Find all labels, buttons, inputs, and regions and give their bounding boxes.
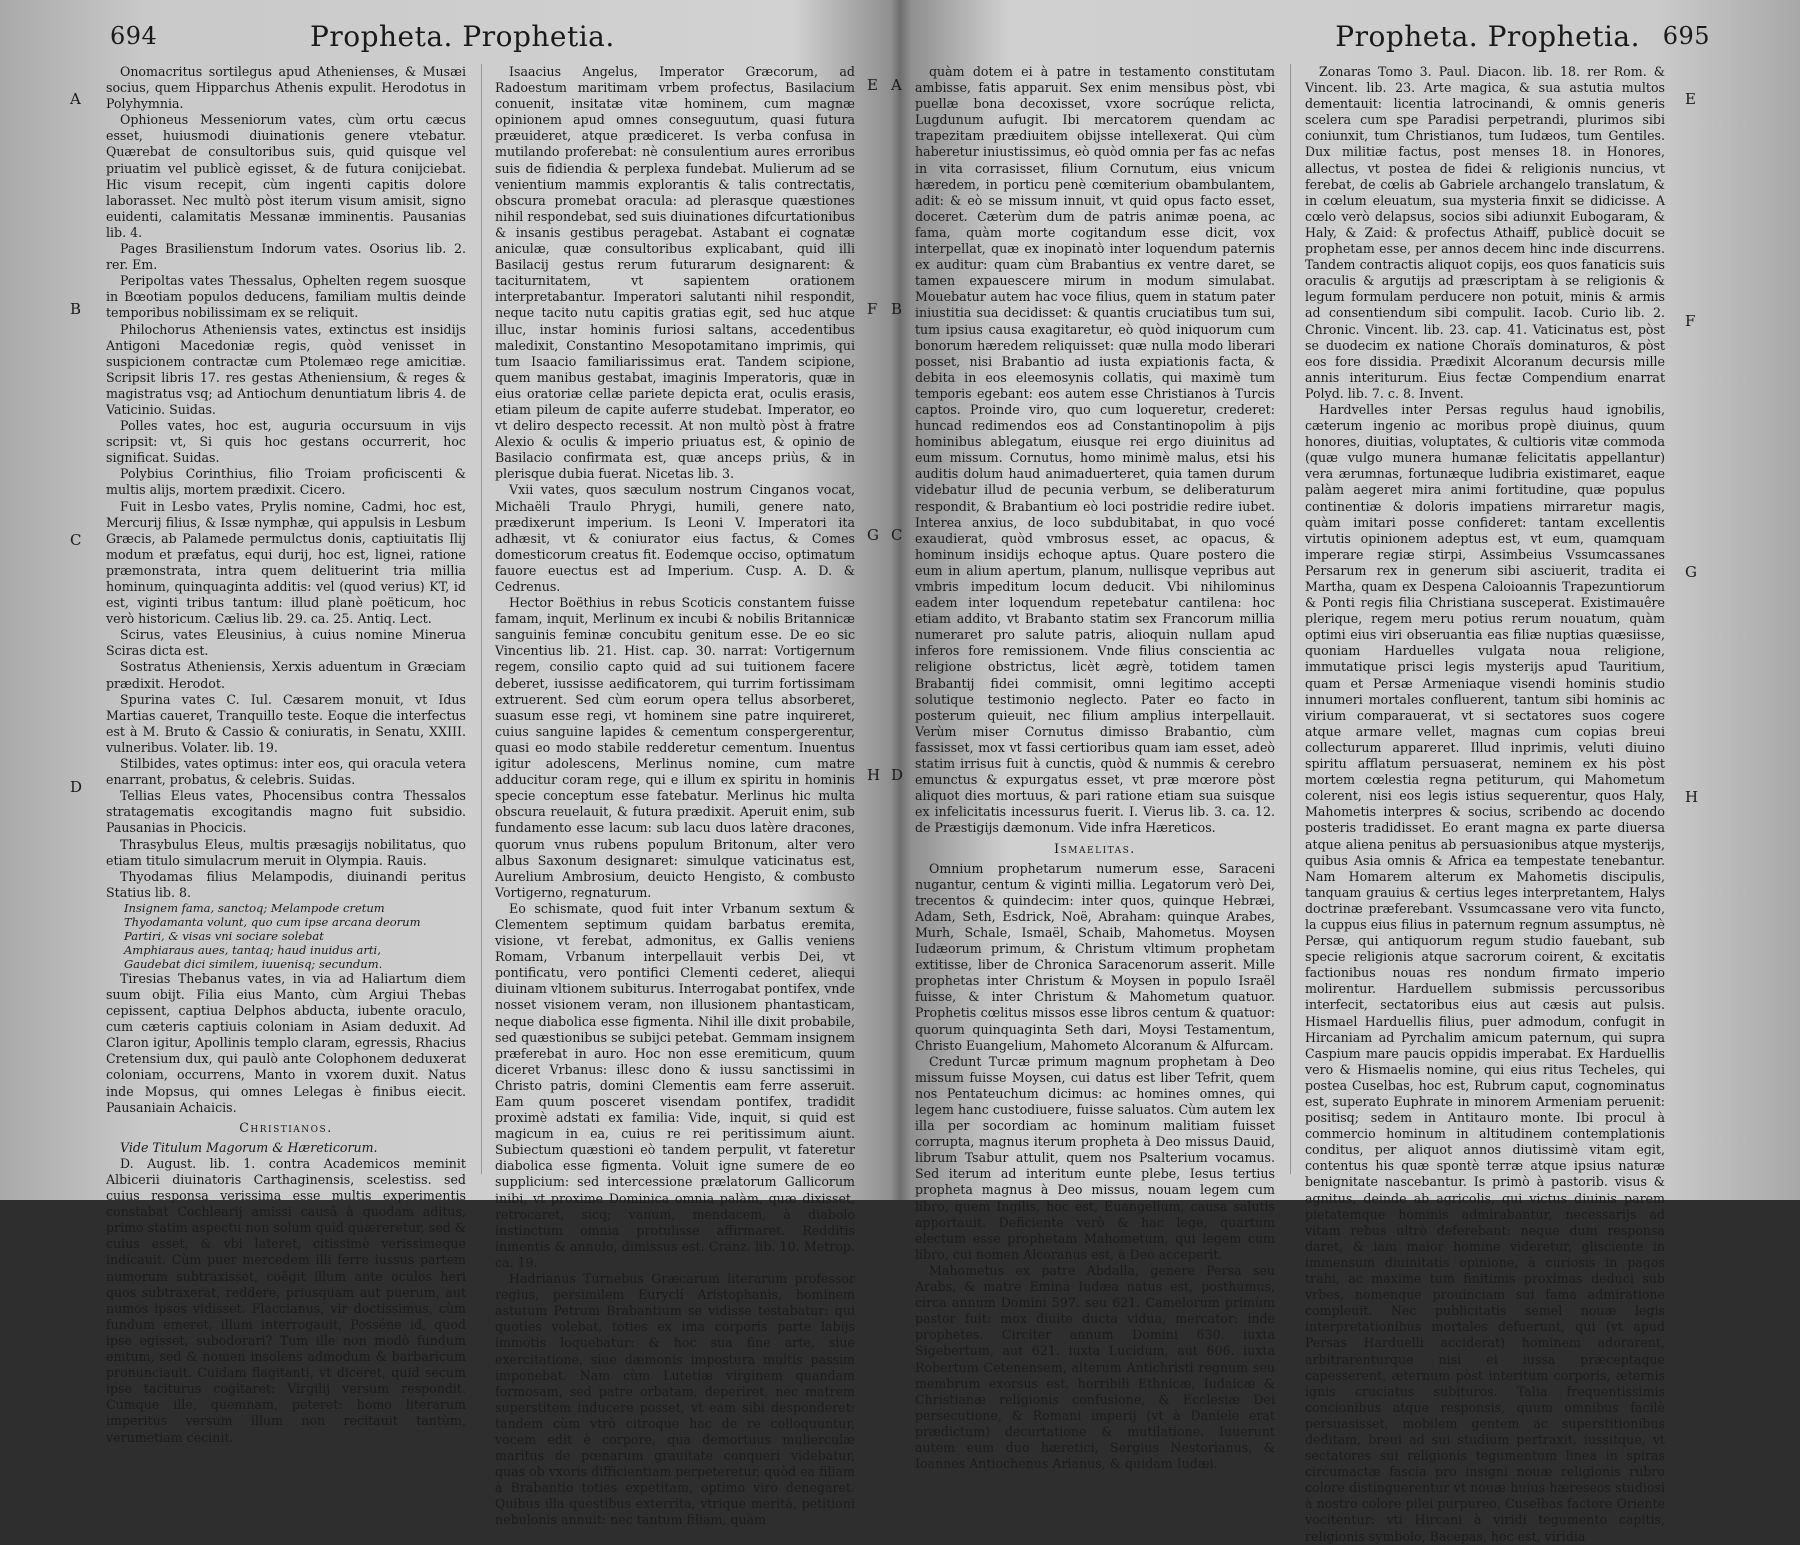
- verse-line: Amphiaraus aues, tantaq; haud inuidus arti,: [124, 942, 381, 957]
- verse-line: Partiri, & visas vni sociare solebat: [124, 928, 324, 943]
- verse-line: Gaudebat dici similem, iuuenisq; secundum.: [124, 956, 383, 971]
- text-paragraph: Hardvelles inter Persas regulus haud ignobilis, cæterum ingenio ac moribus propè diuinus, quum honores, diuitias, voluptates, & cultioris vitæ commoda (quæ vulgo munera humanæ felicitatis appellantur) vera ærumnas, fortunæque ludibria existimaret, eaque palàm aegeret mira animi fortitudine, quæ populus continentiæ & doloris impatiens mirraretur magis, quàm imitari posse confideret: tantam excellentis virtutis opinionem adeptus est, vt eum, quamquam imperare regiæ stirpi, Assimbeius Vssumcassanes Persarum rex in generum sibi asciuerit, tradita ei Martha, quam ex Despena Caloioannis Trapezuntiorum & Ponti regis filia Christiana susceperat. Existimauêre plerique, regem meru potius rerum nouatum, quàm optimi eius viri obseruantia eas filiæ nuptias quæsiisse, quoniam Harduelles vulgata noua religione, immutatique prisci legis mysterijs apud Tauritium, quam et Persæ Armeniaque visendi hominis studio innumeri mortales confluerent, tantum sibi hominis ac virium comparauerat, vt si sectatores suos cogere atque armare vellet, magnas cum copias breui collecturum appareret. Illud inprimis, veluti diuino spiritu afflatum persuaserat, neminem ex his pòst mortem cœlestia regna petiturum, qui Mahometum colerent, nisi eos legis istius sequerentur, quos Haly, Mahometis interpres & socius, scribendo ac docendo posteris tradidisset. Eo erant magna ex parte diuersa atque aliena penitus ab persuasionibus atque mysterijs, quibus Asia omnis & Africa ea tempestate tenebantur. Nam Homarem alterum ex Mahometis discipulis, tanquam grauius & certius leges interpretantem, Halys doctrinæ præferebant. Vssumcassane vero vita functo, la cuppus eius filius in paternum regnum assumptus, nè Persæ, qui antiquorum regum studio fauebant, sub specie religionis atque sacrorum coirent, & excitatis factionibus nouas res nondum firmato imperio molirentur. Harduellem submissis percussoribus interfecit, sectatoribus eius aut cæsis aut pulsis. Hismael Harduellis filius, puer admodum, confugit in Hircaniam ad Pyrchalim amicum paternum, qui supra Caspium mare paucis oppidis imperabat. Ex Harduellis vero & Hismaelis nomine, qui eius ritus Techeles, qui postea Cuselbas, hoc est, Rubrum caput, cognominatus est, superato Euphrate in minorem Armeniam peruenit: positisq; sedem in Antitauro monte. Ibi procul à commercio hominum in altitudinem contemplationis conditus, per aliquot annos diutissimè vitam egit, contentus his quæ spontè terræ atque ipsius naturæ benignitate nascebantur. Is primò à pastorib. visus & agnitus, deinde ab agricolis, qui victus diuinis parem pietatemque hominis admirabantur, necessarijs ad vitam rebus ultrò deferebant: neque dum responsa daret, & iam maior homine videretur, glisciente in immensum diuinitatis opinione, à curiosis in pagos trahi, ac maxime tum finitimis proximas deduci sub vrbes, nomenque prouinciam sui fama admiratione compleuit. Nec publicitatis semel nouæ legis interpretationibus mortales defuerunt, qui (vt apud Persas Harduelli acciderat) hominem adorarent, arbitrarenturque nisi ei iussa præceptaque capesserent, æternum pòst interitum corporis, æternis ignis cruciatus subituros. Talia frequentissimis concionibus atque responsis, quum omnibus facilè persuasisset, mobilem gentem ac superstitionibus deditam, breui ad sui studium pertraxit, iussitque, vt sectatores sui religionis tegumentum linea in spiras circumactæ fascia pro insigni nouæ religionis rubro colore distinguerentur vt nouæ huius hæreseos studiosi à nostro colore pilei purpureo, Cuselbas factore Oriente vocitentur: vti Hircani à viridi tegumento capitis, religionis symbolo, Bacepas, hoc est, viridia: [1305, 401, 1665, 1544]
- text-paragraph: Isaacius Angelus, Imperator Græcorum, ad Radoestum maritimam vrbem profectus, Basilacium conuenit, insitatæ vitæ hominem, cum magnæ opinionem apud omnes conseguutum, quasi futura præuideret, atque prædiceret. Is verba confusa in mutilando proferebat: nè consulentium aures erroribus suis de fidiendia & perplexa fundebat. Mulierum ad se venientium mammis explorantis & talis contrectatis, obscura promebat oracula: ad plerasque quæstiones nihil respondebat, sed suis diuinationes difcurtationibus & insanis gestibus peragebat. Astabant ei cognatæ aniculæ, quæ consultoribus explicabant, quid illi Basilacij gestus rerum futurarum designarent: & taciturnitatem, vt sapientem orationem interpretabantur. Imperatori salutanti nihil respondit, neque tacito nutu capitis gratias egit, sed huc atque illuc, instar hominis furiosi saltans, accedentibus maledixit, Constantino Mesopotamitano imprimis, qui tum Isaacio familiarissimus erat. Tandem scipione, quem manibus gestabat, imaginis Imperatoris, quæ in eius oratoriæ cellæ pariete depicta erat, oculis erasis, etiam pileum de capite auferre studebat. Imperator, eo vt deliro despecto recessit. At non multò pòst à fratre Alexio & oculis & imperio priuatus est, & opinio de Basilacio confirmata est, quæ anceps priùs, & in plerisque dubia fuerat. Nicetas lib. 3.: [495, 64, 855, 482]
- right-margin-letter-e: E: [1685, 90, 1696, 108]
- right-margin-letter-g: G: [1685, 563, 1697, 581]
- text-paragraph: Sostratus Atheniensis, Xerxis aduentum in Græciam prædixit. Herodot.: [106, 659, 466, 691]
- text-paragraph: Thyodamas filius Melampodis, diuinandi peritus Statius lib. 8.: [106, 868, 466, 900]
- cross-reference-note: Vide Titulum Magorum & Hæreticorum.: [120, 1139, 378, 1155]
- text-paragraph: Pages Brasilienstum Indorum vates. Osorius lib. 2. rer. Em.: [106, 241, 466, 273]
- left-page-column-2: [495, 64, 855, 1528]
- text-paragraph: Stilbides, vates optimus: inter eos, qui oracula vetera enarrant, probatus, & celebris. Suidas.: [106, 756, 466, 788]
- right-running-head: Propheta. Prophetia.: [1335, 20, 1640, 53]
- right-page-number: 695: [1662, 22, 1710, 50]
- text-paragraph: Polles vates, hoc est, auguria occursuum in vijs scripsit: vt, Si quis hoc gestans occurrerit, hoc significat. Suidas.: [106, 418, 466, 466]
- left-inner-letter-f: F: [867, 300, 878, 318]
- right-page: [891, 18, 1710, 1544]
- left-margin-letter-b: B: [70, 300, 82, 318]
- text-paragraph: Fuit in Lesbo vates, Prylis nomine, Cadmi, hoc est, Mercurij filius, & Issæ nymphæ, qui appulsis in Lesbum Græcis, ab Palamede permulctus donis, captiuitatis Ilij modum et præfatus, equi durij, hoc est, lignei, ratione præmonstrata, intra quem delituerint tria millia hominum, quinquaginta additis: vel (quod verius) KT, id est, viginti tribus tantum: illud planè poëticum, hoc verò historicum. Cælius lib. 29. ca. 25. Antiq. Lect.: [106, 498, 466, 627]
- right-margin-letter-h: H: [1685, 788, 1699, 806]
- text-paragraph: Onomacritus sortilegus apud Athenienses, & Musæi socius, quem Hipparchus Athenis expulit. Herodotus in Polyhymnia.: [106, 64, 466, 112]
- left-column-divider: [481, 64, 482, 1174]
- left-page-header: [70, 18, 880, 58]
- text-paragraph: Omnium prophetarum numerum esse, Saraceni nugantur, centum & viginti millia. Legatorum verò Dei, trecentos & quindecim: inter quos, quinque Hebræi, Adam, Seth, Esdrick, Noë, Abraham: quinque Arabes, Murh, Schale, Ismaël, Schaib, Mahometus. Moysen Iudæorum primum, & Christum vltimum prophetam extitisse, liber de Chronica Saracenorum asserit. Mille prophetas inter Christum & Moysen in populo Israël fuisse, & inter Christum & Mahometum quatuor. Prophetis cœlitus missos esse libros centum & quatuor: quorum quinquaginta Seth dari, Moysi Testamentum, Christo Euangelium, Mahometo Alcoranum & Alfurcam.: [915, 860, 1275, 1053]
- text-paragraph: Vxii vates, quos sæculum nostrum Cinganos vocat, Michaëli Traulo Phrygi, humili, genere nato, prædixerunt imperium. Is Leoni V. Imperatori ita adhæsit, vt & coniurator eius factus, & Comes domesticorum creatus fit. Eodemque occiso, optimatum fauore euectus est ad Imperium. Cusp. A. D. & Cedrenus.: [495, 482, 855, 594]
- section-heading: Ismaelitas.: [1054, 840, 1136, 856]
- right-inner-letter-b: B: [891, 300, 903, 318]
- text-paragraph: Polybius Corinthius, filio Troiam proficiscenti & multis alijs, mortem prædixit. Cicero.: [106, 466, 466, 498]
- text-paragraph: Hadrianus Turnebus Græcarum literarum professor regius, persimilem Euryclí Aristophanis, hominem astutum Petrum Brabantium se vidisse testabatur: qui quoties volebat, toties ex ima corporis parte labijs immotis loquebatur: & hoc sua fine arte, siue exercitatione, siue dæmonis impostura multis passim imponebat. Nam cùm Lutetiæ virginem quandam formosam, sed patre orbatam, deperiret, nec matrem superstitem inducere posset, vt eam sibi desponderet: tandem cùm vtrò citroque hac de re colloquuntur, vocem edit è corpore, qua demortuus mulierculæ maritus de pœnarum grauitate conqueri videbatur, quas ob vxoris difficientiam perpeteretur, quòd ea filiam à Brabantio toties expetitam, optimo viro denegaret. Quibus illa questibus exterrita, vtrique merità, petitioni nebulonis annuit: nec tantum filiam, quàm: [495, 1271, 855, 1528]
- right-inner-letter-d: D: [891, 766, 904, 784]
- verse-line: Thyodamanta volunt, quo cum ipse arcana deorum: [124, 914, 421, 929]
- section-heading: Christianos.: [239, 1119, 333, 1135]
- text-paragraph: Spurina vates C. Iul. Cæsarem monuit, vt Idus Martias caueret, Tranquillo teste. Eoque die interfectus est à M. Bruto & Cassio & coniuratis, in Senatu, XXIII. vulneribus. Volater. lib. 19.: [106, 691, 466, 755]
- verse-line: Insignem fama, sanctoq; Melampode cretum: [124, 900, 385, 915]
- left-inner-letter-h: H: [867, 766, 881, 784]
- right-page-column-2: [1305, 64, 1665, 1544]
- left-margin-letter-d: D: [70, 778, 83, 796]
- text-paragraph: Tiresias Thebanus vates, in via ad Haliartum diem suum obijt. Filia eius Manto, cùm Argiui Thebas cepissent, captiua Delphos abducta, iubente oraculo, cum cæteris captiuis coloniam in Asiam deduxit. Ad Claron igitur, Apollinis templo claram, egressis, Rhacius Cretensium dux, qui paulò ante Colophonem deduxerat coloniam, occurrens, Manto in vxorem duxit. Natus inde Mopsus, qui omnes Lelegas è finibus eiecit. Pausaniain Achaicis.: [106, 970, 466, 1115]
- text-paragraph: Zonaras Tomo 3. Paul. Diacon. lib. 18. rer Rom. & Vincent. lib. 23. Arte magica, & sua astutia multos dementauit: licentia latrocinandi, & omnis generis scelera cum spe Paradisi perpetrandi, plurimos sibi coniunxit, tum Christianos, tum Iudæos, tum Gentiles. Dux militiæ factus, post menses 18. in Honores, allectus, vt postea de fidei & religionis nuncius, vt ferebat, de cœlis ab Gabriele archangelo translatum, & in cœlum eleuatum, sua mysteria finxit se didicisse. A cœlo verò delapsus, socios sibi adiunxit Eubogaram, & Haly, & Zaid: & profectus Athaiff, publicè docuit se prophetam esse, per annos decem hinc inde discurrens. Tandem contractis aliquot copijs, eos quos fanaticis suis oraculis & argutijs ad præscriptam à se religionis & legum formulam perducere non potuit, minis & armis ad consentiendum sibi compulit. Iacob. Curio lib. 2. Chronic. Vincent. lib. 23. cap. 41. Vaticinatus est, pòst se duodecim ex natione Choraïs dominaturos, & pòst eos fore dissidia. Prædixit Alcoranum decursis mille annis interiturum. Eius fectæ Compendium enarrat Polyd. lib. 7. c. 8. Invent.: [1305, 64, 1665, 401]
- text-paragraph: Scirus, vates Eleusinius, à cuius nomine Minerua Sciras dicta est.: [106, 627, 466, 659]
- text-paragraph: Mahometus ex patre Abdalla, genere Persa seu Arabs, & matre Emina Iudæa natus est, posthumus, circa annum Domini 597. seu 621. Camelorum primùm pastor fuit: mox diuite ducta vidua, mercator: inde prophetes. Circiter annum Domini 630. iuxta Sigebertum, aut 621. iuxta Lucidum, aut 606. iuxta Robertum Cetenensem, alterum Antichristi regnum seu membrum exorsus est, horribili Ethnicæ, Iudaicæ & Christianæ religionis confusione, & Ecclesiæ Dei persecutione, & Romani imperij (vt à Daniele erat prædictum) decurtatione & mutilatione. Iuuerunt autem eum duo hæretici, Sergius Nestorianus, & Ioannes Antiochenus Arianus, & quidam Iudæi.: [915, 1262, 1275, 1472]
- right-column-divider: [1290, 64, 1291, 1174]
- left-running-head: Propheta. Prophetia.: [310, 20, 615, 53]
- text-paragraph: Peripoltas vates Thessalus, Ophelten regem suosque in Bœotiam populos deducens, familiam multis deinde temporibus nobilissimam ex se reliquit.: [106, 273, 466, 321]
- text-paragraph: Credunt Turcæ primum magnum prophetam à Deo missum fuisse Moysen, cui datus est liber Tefrit, quem nos Pentateuchum dicimus: ac homines omnes, qui legem hanc custodiuere, fuisse saluatos. Cùm autem lex illa per socordiam ac hominum malitiam fuisset corrupta, magnus iterum propheta à Deo missus Dauid, librum Tsabur attulit, quem nos Psalterium vocamus. Sed iterum ad interitum eunte plebe, Iesus tertius propheta magnus à Deo missus, nouam legem cum libro, quem Ingilis, hoc est, Euangelium, causa salutis apportauit. Deficiente verò & hac lege, quartum electum esse prophetam Mahometum, qui legem cum libro, cui nomen Alcoranus est, à Deo acceperit.: [915, 1053, 1275, 1262]
- text-paragraph: Thrasybulus Eleus, multis præsagijs nobilitatus, quo etiam titulo simulacrum meruit in Olympia. Rauis.: [106, 836, 466, 868]
- left-page: [70, 18, 881, 1528]
- text-paragraph: Hector Boëthius in rebus Scoticis constantem fuisse famam, inquit, Merlinum ex incubi & nobilis Britannicæ sanguinis feminæ concubitu genitum esse. De eo sic Vincentius lib. 21. Hist. cap. 30. narrat: Vortigernum regem, consilio capto quid ad sui tuitionem facere deberet, iussisse aedificatorem, qui turrim fortissimam extruerent. Sed cùm eorum opera tellus absorberet, suasum esse regi, vt hominem sine patre inquireret, cuius sanguine lapides & cementum conspergerentur, quasi eo modo stabile redderetur cementum. Inuentus igitur adolescens, Merlinus nomine, cum matre adducitur coram rege, qui e illum ex spiritu in hominis specie conceptum esse fatebatur. Merlinus hic multa obscura reuelauit, & futura prædixit. Aperuit enim, sub fundamento esse lacum: sub lacu duos latère dracones, quorum vnus rubens populum Britonum, alter vero albus Saxonum designaret: simulque vaticinatus est, Aurelium Ambrosium, deuicto Hengisto, & combusto Vortigerno, regnaturum.: [495, 595, 855, 900]
- left-inner-letter-g: G: [867, 526, 879, 544]
- left-margin-letter-a: A: [70, 90, 81, 108]
- text-paragraph: Ophioneus Messeniorum vates, cùm ortu cæcus esset, huiusmodi diuinationis genere vtebatur. Quærebat de consultoribus suis, quid quisque vel priuatim vel publicè egisset, & de futura conijciebat. Hic visum recepit, cùm ingenti capitis dolore laborasset. Nec multò pòst iterum visum amisit, signo euidenti, calamitatis Messanæ imminentis. Pausanias lib. 4.: [106, 112, 466, 240]
- text-paragraph: Eo schismate, quod fuit inter Vrbanum sextum & Clementem septimum quidam barbatus eremita, visione, vt ferebat, admonitus, ex Gallis veniens Romam, Vrbanum interpellauit verbis Dei, vt pontificatu, vero pontifici Clementi cederet, aliequi diuinam vltionem subiturus. Interrogabat pontifex, vnde nosset visionem veram, non illusionem phantasticam, neque diabolica esse figmenta. Nihil ille dixit probabile, sed quæstionibus se subijci petebat. Gemmam insignem præferebat in auro. Hoc non esse eremiticum, quum diceret Vrbanus: illesc dono & iussu sanctissimi in Christo patris, domini Clementis eam ferre asseruit. Eam quum posceret visendam pontifex, tradidit proximè adstati ex familia: Vide, inquit, si quid est magicum in ea, cuius re rei peritissimum aiunt. Subiectum quæstioni eò tandem perpulit, vt fateretur diabolica esse figmenta. Voluit igne sumere de eo supplicium: sed intercessione prælatorum Gallicorum inibi, vt proxime Dominica omnia palàm, quæ dixisset, retrocaret, sicq; vanum, mendacem, à diabolo instinctum omnia protulisse affirmaret. Redditis inmentis & annulo, dimissus est. Cranz. lib. 10. Metrop. ca. 19.: [495, 900, 855, 1270]
- left-inner-letter-e: E: [867, 76, 878, 94]
- left-page-number: 694: [110, 22, 158, 50]
- text-paragraph: quàm dotem ei à patre in testamento constitutam ambisse, fatis apparuit. Sex enim mensibus pòst, vbi puellæ bona decoxisset, vxore socrúque relicta, Lugdunum aufugit. Ibi mercatorem quendam ac trapezitam prædiuitem obijsse intellexerat. Qui cùm haberetur iniustissimus, eò quòd omnia per fas ac nefas in vita corrasisset, filium Cornutum, eius vnicum hæredem, in porticu penè cœmiterium obambulantem, adit: & eò se missum innuit, vt quid opus facto esset, doceret. Cæterùm dum de patris animæ poena, ac fama, quàm morte cogitandum esse dicit, vox interpellat, quæ ex inopinatò inter loquendum paternis ex auditur: quam cùm Brabantius ex ventre daret, se tamen expauescere mirum in modum simulabat. Mouebatur autem hac voce filius, quem in statum pater iniustitia sua decidisset: & quantis cruciatibus tum sui, tum ipsius causa exagitaretur, eò quòd iniquorum cum bonorum hæredem reliquisset: quæ nulla modo liberari posset, nisi Brabantio ad iusta expiationis facta, & debita in eos eleemosynis collatis, qui maximè tum temporis egebant: eos autem esse Christianos à Turcis captos. Proinde viro, quo cum loqueretur, crederet: huncad redimendos eos ad Constantinopolim à pijs hominibus ablegatum, eiusque rei ergo diuinitus ad eum missum. Cornutus, homo minimè malus, etsi his auditis dolum haud animaduerteret, quia tamen durum videbatur illud de pecunia verbum, se deliberaturum respondit, & Brabantium eò loci postridie redire iubet. Interea anxius, de loco subdubitabat, in quo vocé exaudierat, quòd vmbrosus esset, ac opacus, & hominum insidijs echoque aptus. Quare postero die eum in alium apertum, planum, nullisque vepribus aut vmbris impeditum locum deducit. Vbi nihilominus eadem inter loquendum repetebatur cantilena: hoc etiam addito, vt Brabanto statim sex Francorum millia numeraret pro salute patris, alioquin nullam apud inferos fore remissionem. Vnde filius conscientia ac religione obstrictus, licèt ægrè, totidem tamen Brabantij fidei commisit, omni legitimo accepti solutique testimonio neglecto. Pater eo facto in posterum quieuit, nec filium amplius interpellauit. Verùm miser Cornutus dimisso Brabantio, cùm fassisset, mox vt fassi certioribus quam iam esset, adeò statim irrisus fuit à cunctis, quòd & nummis & cerebro emunctus & expurgatus esset, vt præ mœrore pòst aliquot dies mortuus, & pari ratione etiam sua suisque ex infelicitatis incessurus fuerit. I. Vierus lib. 3. ca. 12. de Præstigijs dæmonum. Vide infra Hæreticos.: [915, 64, 1275, 836]
- left-margin-letter-c: C: [70, 531, 82, 549]
- text-paragraph: Tellias Eleus vates, Phocensibus contra Thessalos stratagematis excogitandis magno fuit subsidio. Pausanias in Phocicis.: [106, 788, 466, 836]
- text-paragraph: Philochorus Atheniensis vates, extinctus est insidijs Antigoni Macedoniæ regis, quòd venisset in suspicionem contractæ cum Ptolemæo rege amicitiæ. Scripsit libris 17. res gestas Atheniensium, & reges & magistratus vsq; ad Antiochum denuntiatum libris 4. de Vaticinio. Suidas.: [106, 321, 466, 417]
- right-margin-letter-f: F: [1685, 312, 1696, 330]
- right-page-column-1: [915, 64, 1275, 1472]
- text-paragraph: D. August. lib. 1. contra Academicos meminit Albicerii diuinatoris Carthaginensis, scelestiss. sed cuius responsa verissima esse multis experimentis constabat Cochlearij amissi causâ à quodam aditus, primo statim aspectu non solum quid quæreretur, sed & cuius esset, & vbi lateret, citissimè verissimeque indicauit. Cùm puer mercedem illi ferre iussus partem numorum subtraxisset, coëgit illum ante oculos heri quos subtraxerat, reddere, priusquam aut puerum, aut numos ipsos vidisset. Flaccianus, vir doctissimus, cùm fundum emeret, illum interrogauit, Posséne id, quod ipse egisset, subodorari? Tum ille non modò fundum emtum, sed & nomen insolens admodum & barbaricum pronunciauit. Cuidam flagitanti, vt diceret, quid secum ipse taciturus cogitaret: Virgilij versum respondit. Cumque ille, quemnam, peteret: homo literarum imperitus versum illum non recitauit tantùm, verumetiam cecinit.: [106, 1155, 466, 1445]
- left-page-column-1: [106, 64, 466, 1445]
- right-page-header: [905, 18, 1710, 58]
- right-inner-letter-c: C: [891, 526, 903, 544]
- right-inner-letter-a: A: [891, 76, 902, 94]
